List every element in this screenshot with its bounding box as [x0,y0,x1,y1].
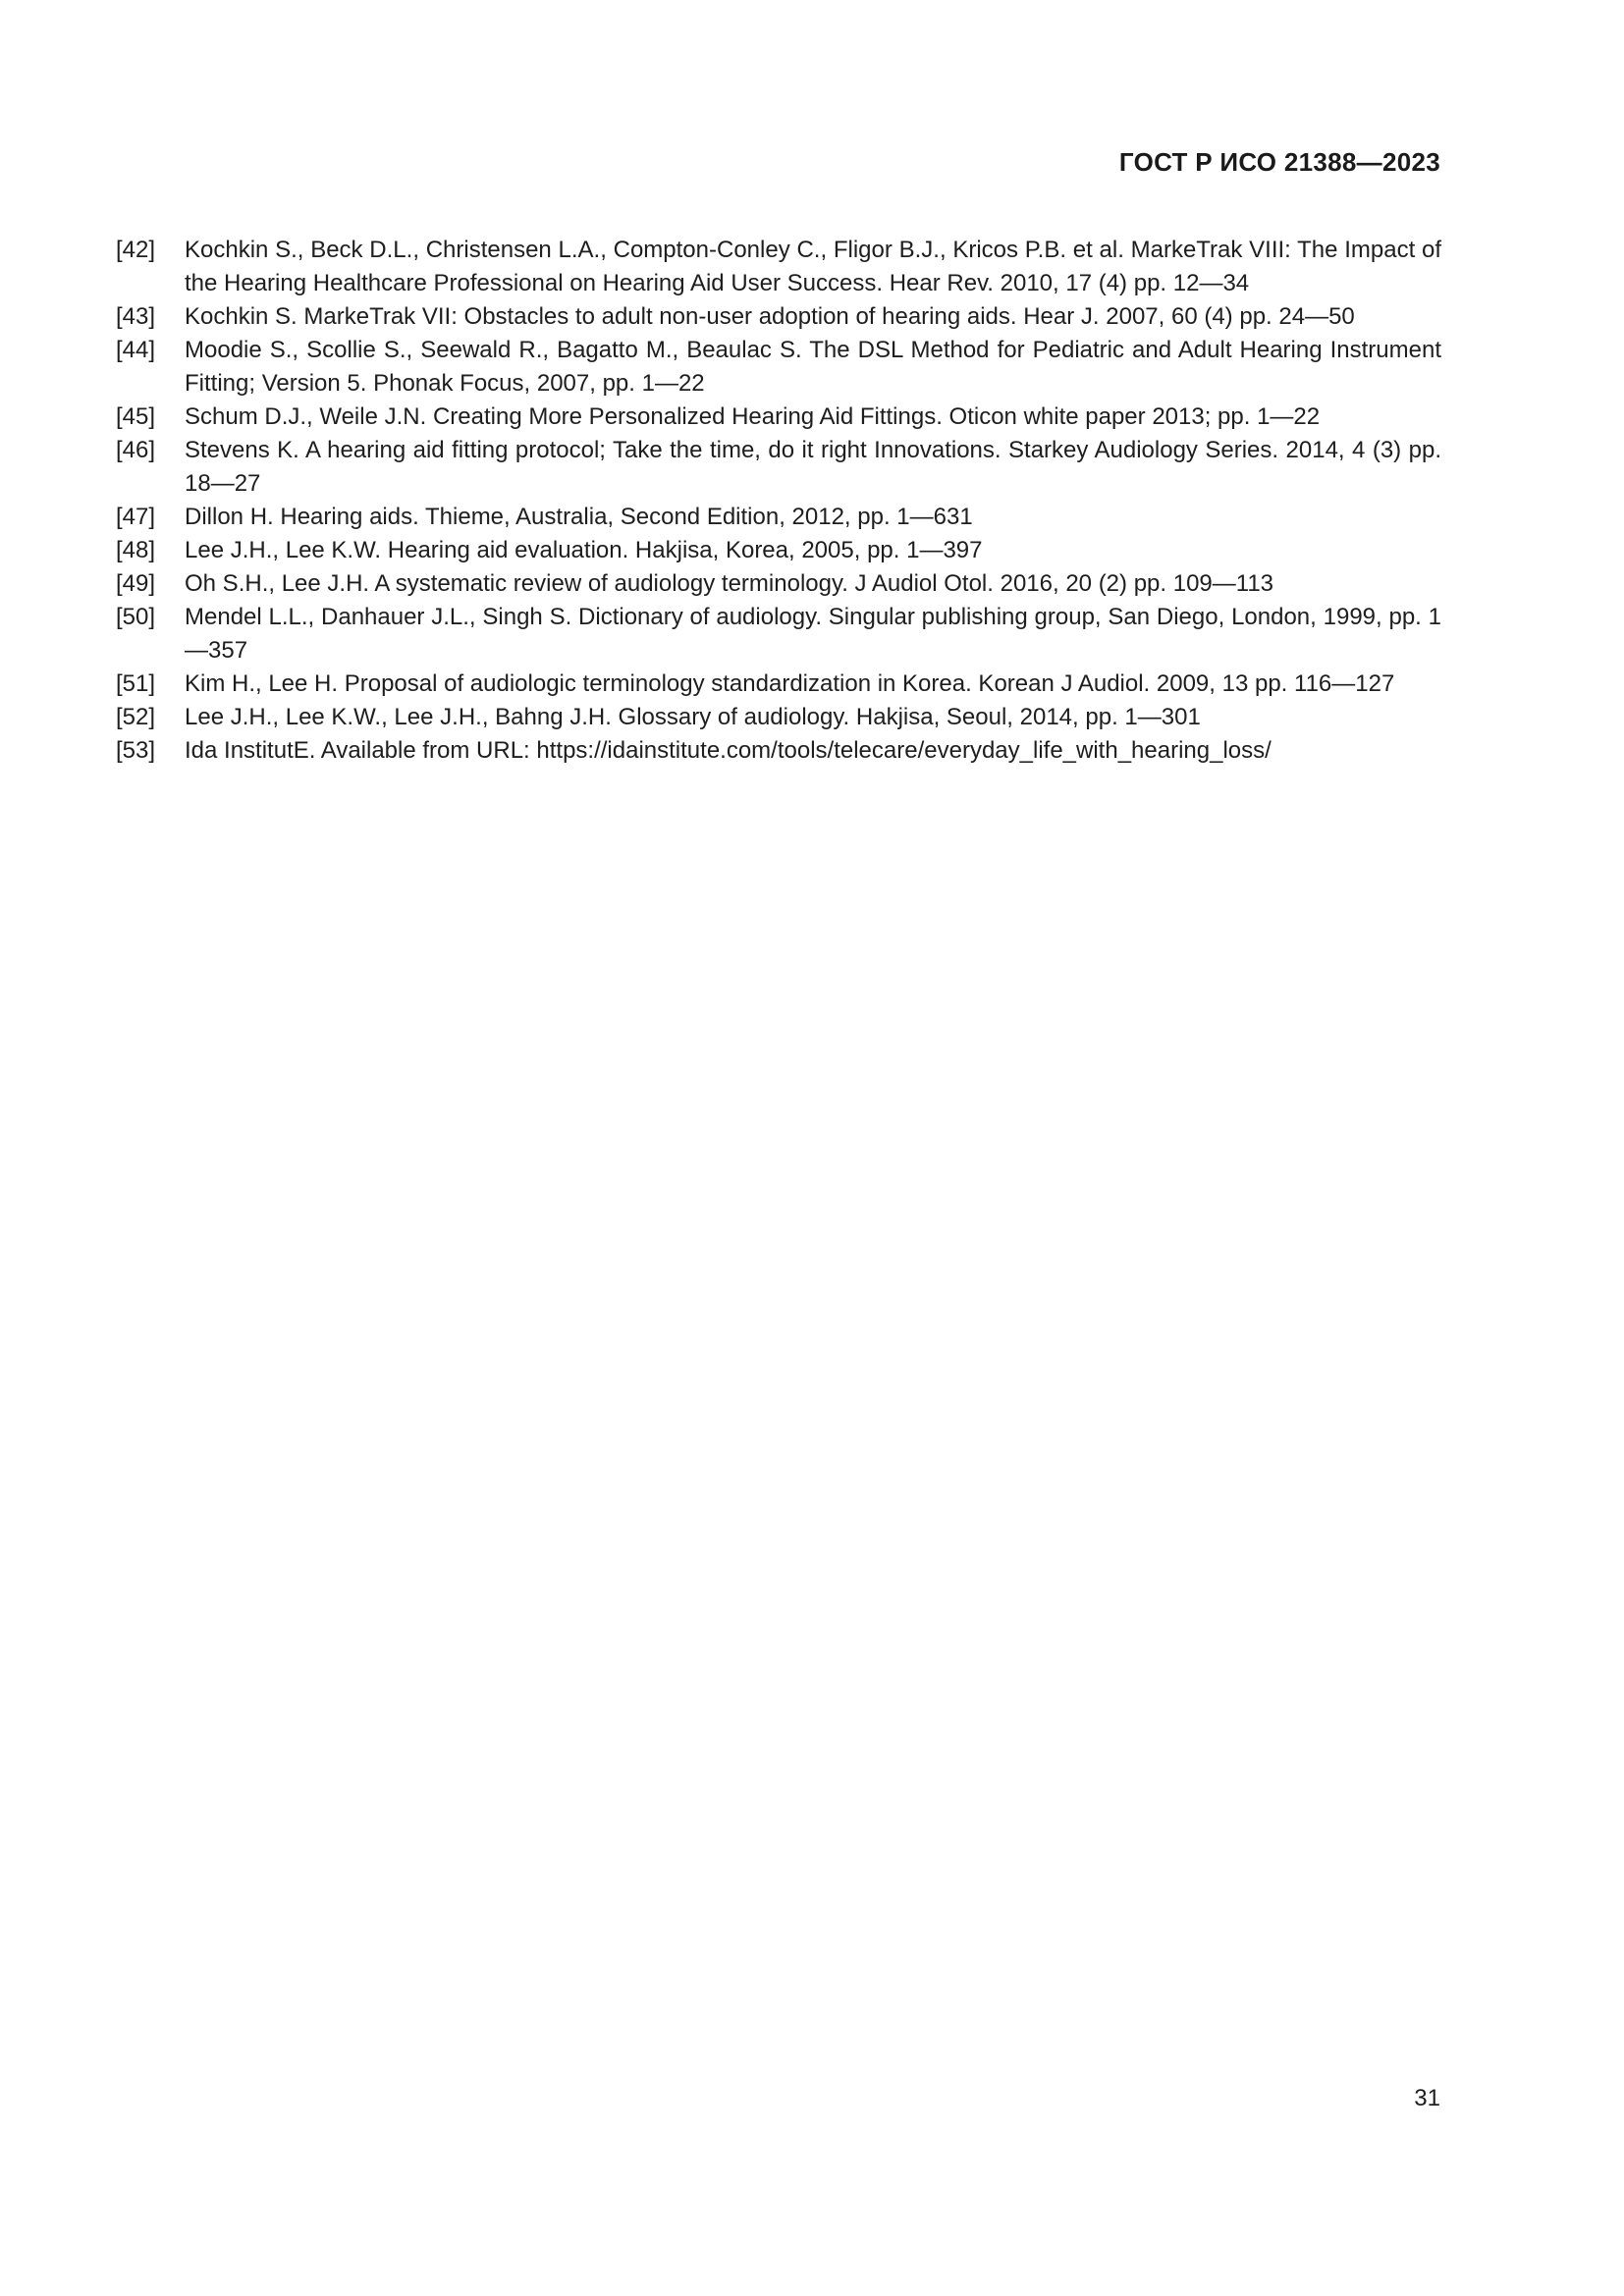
reference-number: [51] [116,670,156,697]
bibliography-list [116,234,1441,768]
reference-text: Oh S.H., Lee J.H. A systematic review of audiology terminology. J Audiol Otol. 2016, 20 (2) pp. 109—113 [185,570,1274,597]
reference-item [116,400,1441,434]
reference-number: [48] [116,537,156,563]
reference-number: [45] [116,403,156,430]
reference-number: [43] [116,303,156,330]
reference-number: [50] [116,604,156,630]
reference-text: Mendel L.L., Danhauer J.L., Singh S. Dictionary of audiology. Singular publishing group, San Diego, London, 1999, pp. 1—357 [185,604,1441,664]
reference-item [116,434,1441,501]
reference-item [116,300,1441,334]
reference-item [116,667,1441,701]
reference-item [116,534,1441,567]
reference-item [116,334,1441,400]
reference-text: Schum D.J., Weile J.N. Creating More Personalized Hearing Aid Fittings. Oticon white paper 2013; pp. 1—22 [185,403,1321,430]
reference-number: [47] [116,504,156,530]
reference-text: Moodie S., Scollie S., Seewald R., Bagatto M., Beaulac S. The DSL Method for Pediatric and Adult Hearing Instrument Fitting; Version 5. Phonak Focus, 2007, pp. 1—22 [185,337,1441,397]
document-header-standard-id: ГОСТ Р ИСО 21388—2023 [1118,147,1440,177]
reference-text: Stevens K. A hearing aid fitting protocol; Take the time, do it right Innovations. Starkey Audiology Series. 2014, 4 (3) pp. 18—27 [185,437,1441,497]
reference-text: Kochkin S., Beck D.L., Christensen L.A., Compton-Conley C., Fligor B.J., Kricos P.B. et al. MarkeTrak VIII: The Impact of the Hearing Healthcare Professional on Hearing Aid User Success. Hear Rev. 2010, 17 (4) pp. 12—34 [185,237,1441,296]
reference-number: [52] [116,704,156,730]
reference-text: Kim H., Lee H. Proposal of audiologic terminology standardization in Korea. Korean J Audiol. 2009, 13 pp. 116—127 [185,670,1395,697]
reference-number: [46] [116,437,156,463]
reference-item [116,501,1441,534]
reference-text: Kochkin S. MarkeTrak VII: Obstacles to adult non-user adoption of hearing aids. Hear J. 2007, 60 (4) pp. 24—50 [185,303,1355,330]
reference-item [116,567,1441,601]
reference-number: [42] [116,237,156,263]
reference-text: Ida InstitutE. Available from URL: https://idainstitute.com/tools/telecare/everyday_life_with_hearing_loss/ [185,737,1272,764]
reference-item [116,234,1441,300]
reference-item [116,734,1441,768]
reference-number: [44] [116,337,156,363]
reference-number: [49] [116,570,156,597]
reference-text: Dillon H. Hearing aids. Thieme, Australia, Second Edition, 2012, pp. 1—631 [185,504,973,530]
reference-item [116,701,1441,734]
reference-text: Lee J.H., Lee K.W. Hearing aid evaluation. Hakjisa, Korea, 2005, pp. 1—397 [185,537,983,563]
reference-number: [53] [116,737,156,764]
page-number: 31 [1414,2085,1440,2111]
reference-item [116,601,1441,667]
reference-text: Lee J.H., Lee K.W., Lee J.H., Bahng J.H. Glossary of audiology. Hakjisa, Seoul, 2014, pp. 1—301 [185,704,1201,730]
